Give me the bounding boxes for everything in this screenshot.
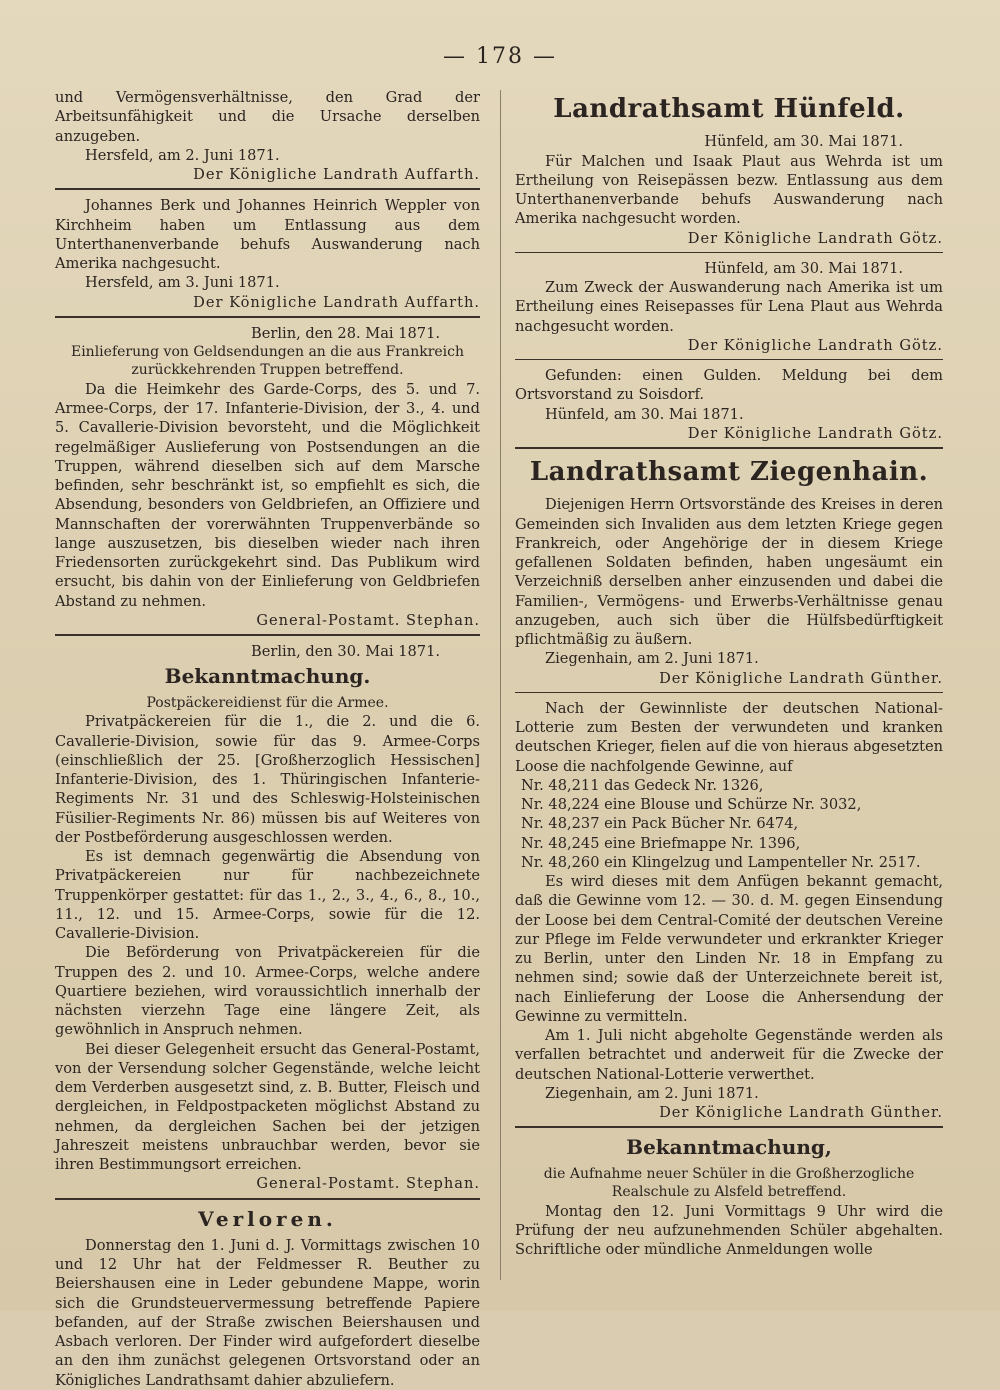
column-divider [500,90,501,1280]
post-notice-signature: General-Postamt. Stephan. [256,611,480,629]
invalids-notice-signature: Der Königliche Landrath Günther. [659,669,943,687]
divider [515,447,943,449]
section-heading-huenfeld: Landrathsamt Hünfeld. [553,94,905,124]
lottery-place: Ziegenhain, am 2. Juni 1871. [545,1084,759,1102]
lottery-signature: Der Königliche Landrath Günther. [659,1104,943,1122]
divider [55,316,480,318]
continued-notice-text: und Vermögensverhältnisse, den Grad der Arbeitsunfähigkeit und die Ursache derselben anzugeben. [55,89,480,145]
huenfeld-notice-text: Für Malchen und Isaak Plaut aus Wehrda ist um Ertheilung von Reisepässen bezw. Entlassung aus dem Unterthanenverbande behufs Auswanderung nach Amerika nachgesucht worden. [515,152,943,228]
found-notice-place: Hünfeld, am 30. Mai 1871. [545,405,744,423]
lottery-item: Nr. 48,260 ein Klingelzug und Lampenteller Nr. 2517. [521,853,921,871]
lost-item-title: Verloren. [198,1206,337,1231]
invalids-notice-place: Ziegenhain, am 2. Juni 1871. [545,650,759,668]
left-column [55,88,480,1390]
divider [515,1126,943,1128]
huenfeld-notice-text: Zum Zweck der Auswanderung nach Amerika ist um Ertheilung eines Reisepasses für Lena Plaut aus Wehrda nachgesucht worden. [515,279,943,335]
emigration-notice-place: Hersfeld, am 3. Juni 1871. [85,274,280,292]
army-parcel-subject: Postpäckereidienst für die Armee. [146,694,389,711]
found-notice-text: Gefunden: einen Gulden. Meldung bei dem Ortsvorstand zu Soisdorf. [515,367,943,404]
post-notice-text: Da die Heimkehr des Garde-Corps, des 5. und 7. Armee-Corps, der 17. Infanterie-Division, der 3., 4. und 5. Cavallerie-Division bevorsteht, und die Möglichkeit regelmäßiger Auslieferung von Postsendungen an die Truppen, während dieselben sich auf dem Marsche befinden, sehr beschränkt ist, so empfiehlt es sich, die Absendung, besonders von Geldbriefen, an Offiziere und Mannschaften der vorerwähnten Truppenverbände so lange auszusetzen, bis dieselben wieder nach ihren Friedensorten zurückgekehrt sind. Das Publikum wird ersucht, bis dahin von der Einlieferung von Geldbriefen Abstand zu nehmen. [55,380,480,610]
lottery-paragraph: Am 1. Juli nicht abgeholte Gegenstände werden als verfallen betrachtet und anderweit für die Zwecke der deutschen National-Lotterie verwerthet. [515,1027,943,1083]
divider [55,634,480,636]
post-notice-subject: Einlieferung von Geldsendungen an die aus Frankreich zurückkehrenden Truppen betreffend. [70,344,465,379]
continued-notice-signature: Der Königliche Landrath Auffarth. [193,166,480,183]
army-parcel-title: Bekanntmachung. [164,664,371,689]
army-parcel-paragraph: Privatpäckereien für die 1., die 2. und die 6. Cavallerie-Division, sowie für das 9. Armee-Corps (einschließlich der 25. [Großherzoglich Hessischen] Infanterie-Division, des 1. Thüringischen Infanterie-Regiments Nr. 31 und des Schleswig-Holsteinischen Füsilier-Regiments Nr. 86) müssen bis auf Weiteres von der Postbeförderung ausgeschlossen werden. [55,713,480,846]
divider [515,359,943,360]
army-parcel-signature: General-Postamt. Stephan. [256,1175,480,1193]
school-notice-subject: die Aufnahme neuer Schüler in die Großherzogliche Realschule zu Alsfeld betreffend. [543,1165,915,1201]
emigration-notice-signature: Der Königliche Landrath Auffarth. [193,293,480,311]
lottery-list [515,776,943,872]
school-notice-title: Bekanntmachung, [626,1135,832,1160]
lottery-intro: Nach der Gewinnliste der deutschen National-Lotterie zum Besten der verwundeten und kranken deutschen Krieger, fielen auf die von hieraus abgesetzten Loose die nachfolgende Gewinne, auf [515,699,943,775]
lottery-item: Nr. 48,224 eine Blouse und Schürze Nr. 3032, [521,796,862,814]
army-parcel-paragraph: Es ist demnach gegenwärtig die Absendung von Privatpäckereien nur für nachbezeichnete Truppenkörper gestattet: für das 1., 2., 3., 4., 6., 8., 10., 11., 12. und 15. Armee-Corps, sowie für die 12. Cavallerie-Division. [55,848,480,943]
lottery-paragraph: Es wird dieses mit dem Anfügen bekannt gemacht, daß die Gewinne vom 12. — 30. d. M. gegen Einsendung der Loose bei dem Central-Comité der deutschen Vereine zur Pflege im Felde verwundeter und erkrankter Krieger zu Berlin, unter den Linden Nr. 18 in Empfang zu nehmen sind; sowie daß der Unterzeichnete bereit ist, nach Einlieferung der Loose die Anhersendung der Gewinne zu vermitteln. [515,873,943,1025]
divider [55,1198,480,1200]
divider [515,252,943,253]
school-notice-text: Montag den 12. Juni Vormittags 9 Uhr wird die Prüfung der neu aufzunehmenden Schüler abgehalten. Schriftliche oder mündliche Anmeldungen wolle [515,1202,943,1259]
huenfeld-notice-place: Hünfeld, am 30. Mai 1871. [704,259,903,277]
emigration-notice-text: Johannes Berk und Johannes Heinrich Weppler von Kirchheim haben um Entlassung aus dem Unterthanenverbande behufs Auswanderung nach Amerika nachgesucht. [55,197,480,272]
found-notice-signature: Der Königliche Landrath Götz. [687,424,943,442]
huenfeld-notice-signature: Der Königliche Landrath Götz. [687,229,943,247]
huenfeld-notice-place: Hünfeld, am 30. Mai 1871. [704,133,903,151]
divider [515,692,943,693]
section-heading-ziegenhain: Landrathsamt Ziegenhain. [529,457,929,488]
lottery-item: Nr. 48,211 das Gedeck Nr. 1326, [521,776,764,794]
post-notice-dateline: Berlin, den 28. Mai 1871. [251,324,440,342]
lottery-item: Nr. 48,245 eine Briefmappe Nr. 1396, [521,834,801,852]
army-parcel-paragraph: Die Beförderung von Privatpäckereien für die Truppen des 2. und 10. Armee-Corps, welche andere Quartiere beziehen, wird voraussichtlich innerhalb der nächsten vierzehn Tage eine längere Zeit, als gewöhnlich in Anspruch nehmen. [55,944,480,1039]
invalids-notice-text: Diejenigen Herrn Ortsvorstände des Kreises in deren Gemeinden sich Invaliden aus dem letzten Kriege gegen Frankreich, oder Angehörige der in diesem Kriege gefallenen Soldaten befinden, haben ungesäumt ein Verzeichniß derselben anher einzusenden und dabei die Familien-, Vermögens- und Erwerbs-Verhältnisse genau anzugeben, auch sich über die Hülfsbedürftigkeit pflichtmäßig zu äußern. [515,496,943,649]
right-column [515,88,943,1259]
huenfeld-notice-signature: Der Königliche Landrath Götz. [687,336,943,354]
page-number: — 178 — [443,44,557,69]
army-parcel-dateline: Berlin, den 30. Mai 1871. [251,643,440,661]
army-parcel-paragraph: Bei dieser Gelegenheit ersucht das General-Postamt, von der Versendung solcher Gegenstände, welche leicht dem Verderben ausgesetzt sind, z. B. Butter, Fleisch und dergleichen, in Feldpostpacketen möglichst Abstand zu nehmen, da dergleichen Sachen bei der jetzigen Jahreszeit meistens unbrauchbar werden, bevor sie ihren Bestimmungsort erreichen. [55,1040,480,1174]
divider [55,188,480,190]
lottery-item: Nr. 48,237 ein Pack Bücher Nr. 6474, [521,815,799,833]
continued-notice-place: Hersfeld, am 2. Juni 1871. [85,146,280,164]
lost-item-text: Donnerstag den 1. Juni d. J. Vormittags zwischen 10 und 12 Uhr hat der Feldmesser R. Beuther zu Beiershausen eine in Leder gebundene Mappe, worin sich die Grundsteuervermessung betreffende Papiere befanden, auf der Straße zwischen Beiershausen und Asbach verloren. Der Finder wird aufgefordert dieselbe an den ihm zunächst gelegenen Ortsvorstand oder an Königliches Landrathsamt dahier abzuliefern. [55,1236,480,1389]
